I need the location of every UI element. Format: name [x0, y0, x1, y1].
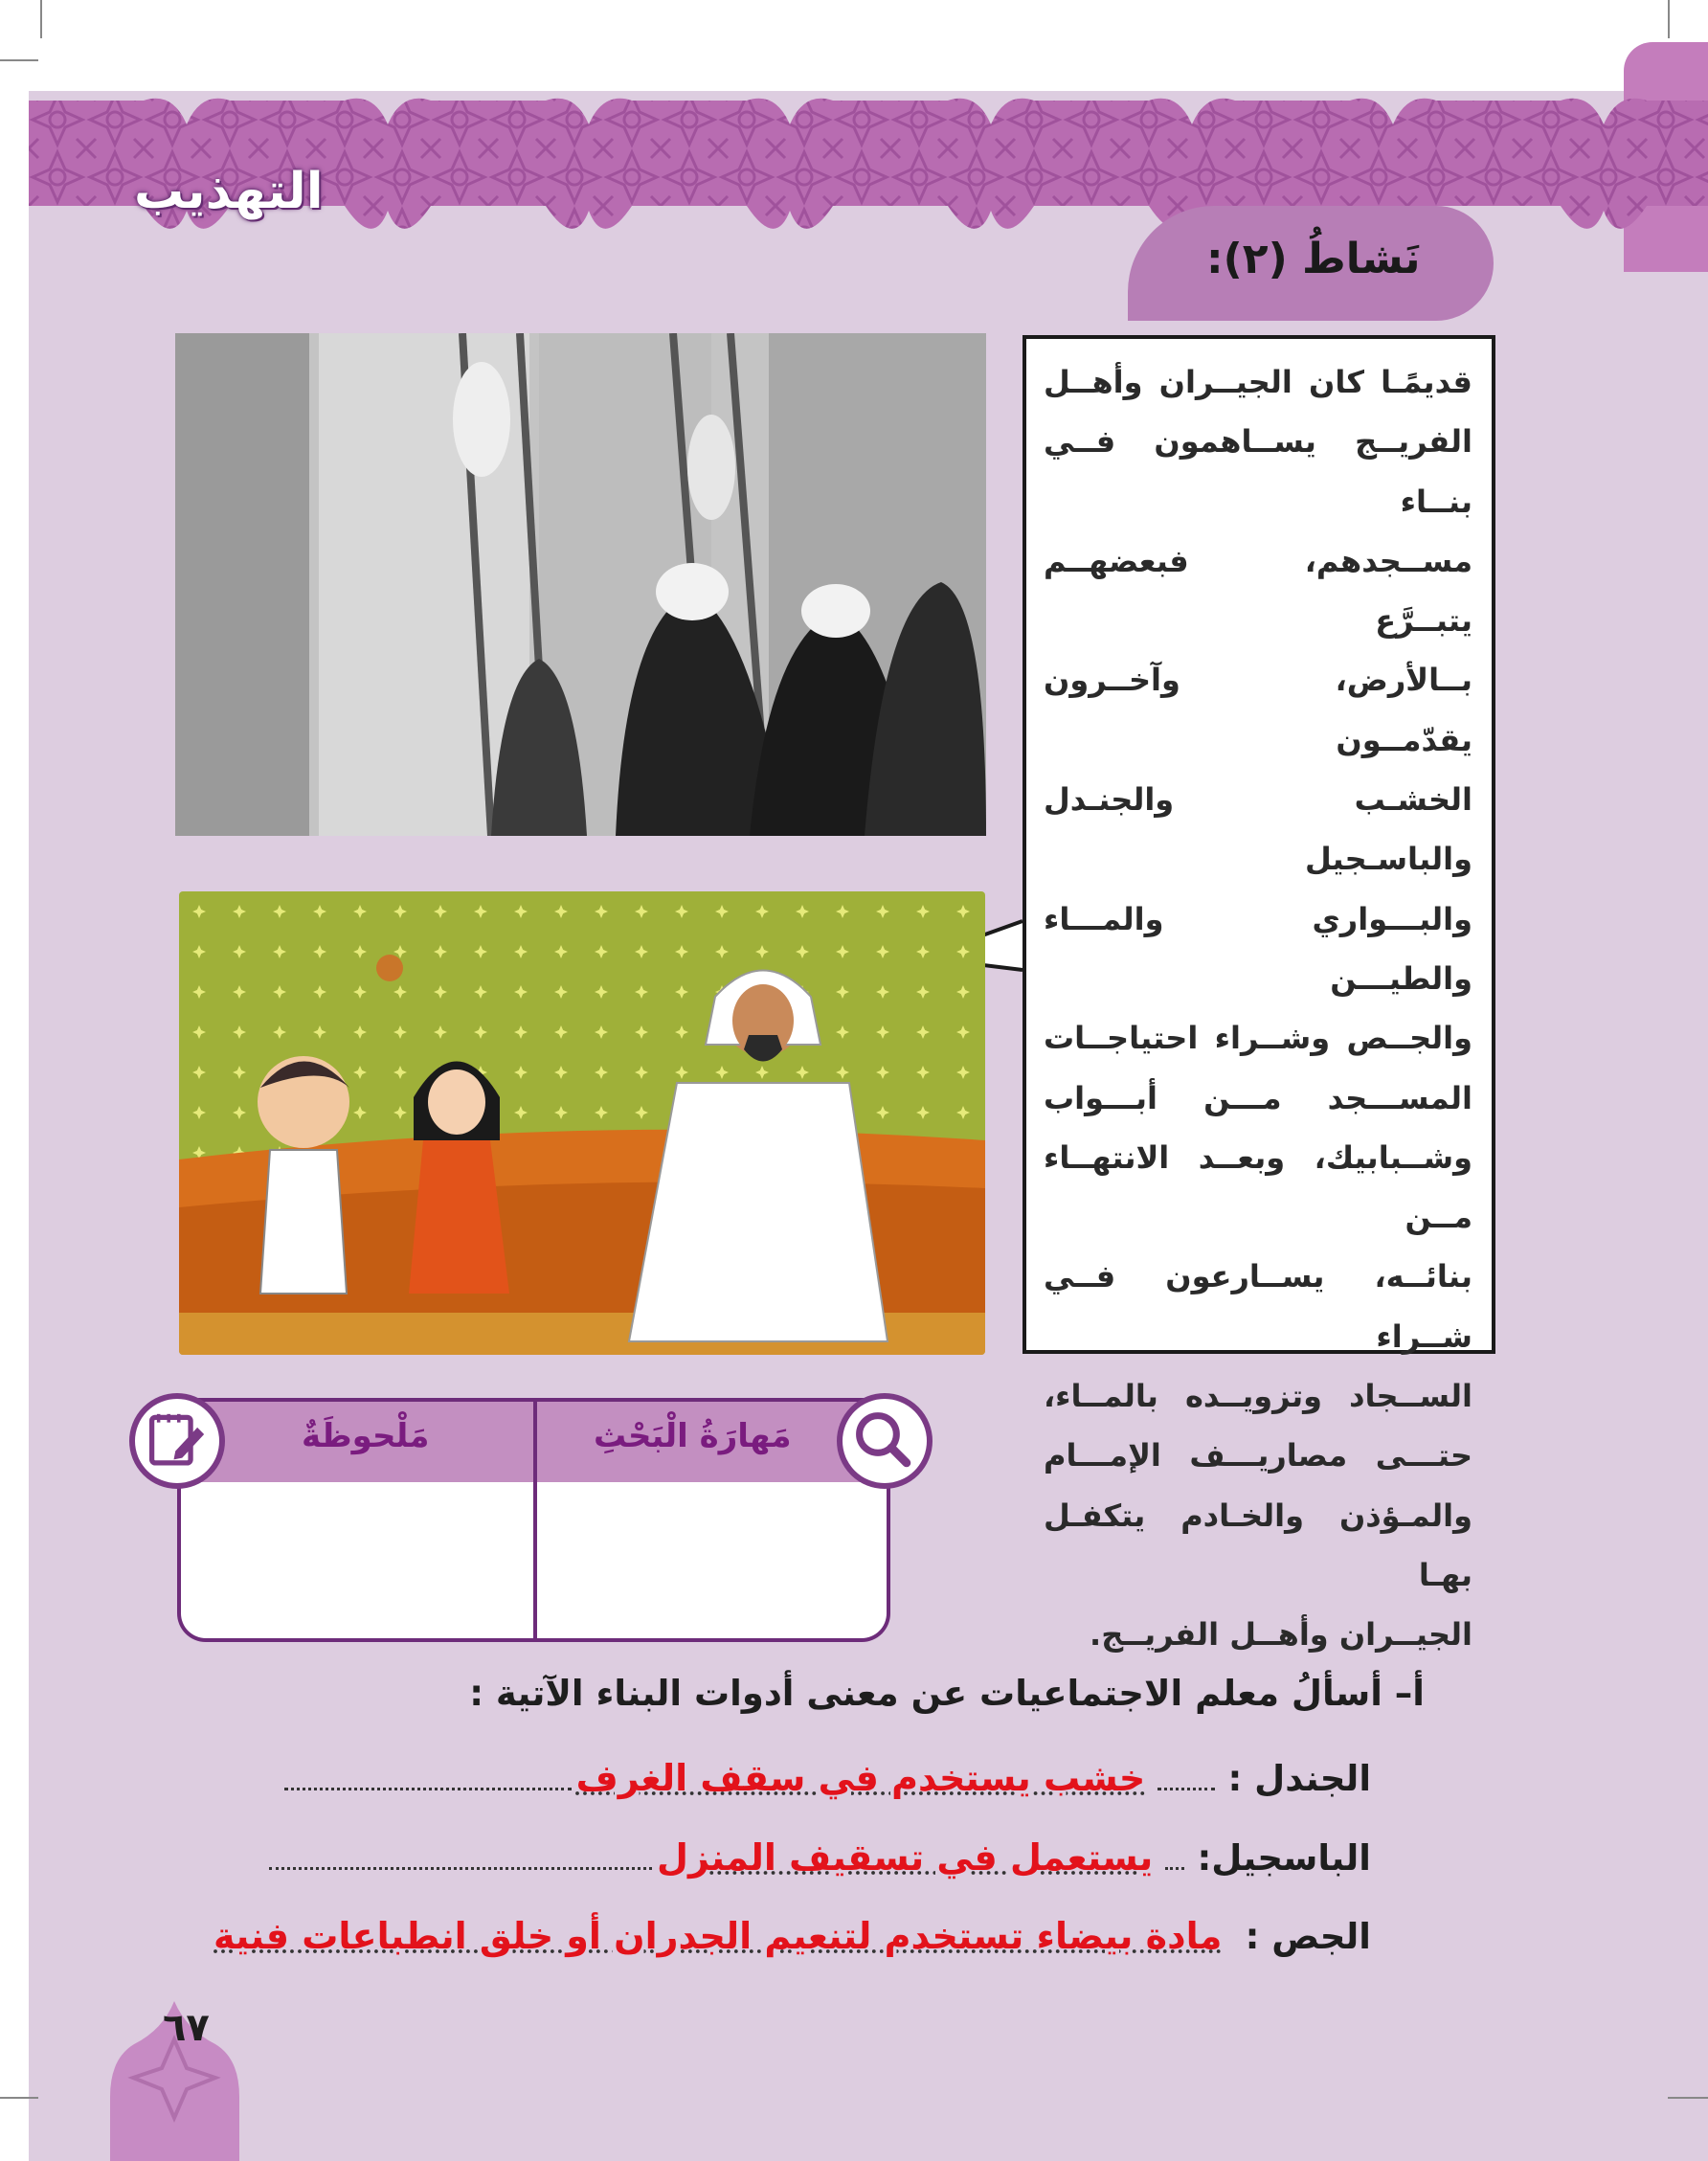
notepad-pen-icon — [129, 1393, 225, 1489]
passage-line: والمـؤذن والخـادم يتكفـل بهـا — [1044, 1497, 1472, 1593]
dotted-line — [284, 1768, 572, 1790]
crop-mark — [1668, 2097, 1708, 2099]
passage-line: بنائــه، يســارعون فــي شــراء — [1044, 1258, 1472, 1355]
answer-label: الباسجيل: — [1197, 1837, 1371, 1879]
passage-line: قديمًـا كان الجيــران وأهــل — [1044, 364, 1472, 400]
historical-photo — [175, 333, 986, 836]
question-prompt: أ– أسألُ معلم الاجتماعيات عن معنى أدوات البناء الآتية : — [469, 1673, 1425, 1714]
passage-line: والبـــواري والمـــاء والطيـــن — [1044, 900, 1472, 997]
page-title: التهذيب — [134, 163, 324, 220]
cartoon-illustration — [179, 891, 985, 1355]
crop-mark — [40, 0, 42, 38]
answer-row-jiss — [214, 1915, 1371, 1957]
passage-line: بــالأرض، وآخــرون يقدّمــون — [1044, 662, 1472, 758]
crop-mark — [0, 2097, 38, 2099]
activity-label: نَشاطُ (٢): — [1206, 235, 1421, 283]
table-divider — [533, 1398, 537, 1642]
page-number: ٦٧ — [163, 2006, 210, 2050]
passage-line: مســجدهم، فبعضهــم يتبــرَّع — [1044, 542, 1472, 640]
passage-line: المســـجد مـــن أبـــواب — [1044, 1079, 1472, 1116]
passage-line: وشــبابيك، وبعــد الانتهــاء مــن — [1044, 1138, 1472, 1236]
passage-box — [1023, 335, 1495, 1654]
passage-line: الفريــج يســاهمون فــي بنــاء — [1044, 423, 1472, 520]
dotted-line — [1165, 1848, 1184, 1870]
research-note-table — [177, 1398, 890, 1642]
answer-row-jandal — [284, 1757, 1371, 1799]
answer-label: الجص : — [1245, 1916, 1371, 1957]
passage-line: الســجاد وتزويــده بالمــاء، — [1044, 1378, 1472, 1415]
research-skill-heading: مَهارَةُ الْبَحْثِ — [594, 1417, 792, 1455]
crop-mark — [0, 59, 38, 61]
answer-text[interactable]: مادة بيضاء تستخدم لتنعيم الجدران أو خلق انطباعات فنية — [214, 1915, 1223, 1957]
crop-mark — [1668, 0, 1670, 38]
answer-label: الجندل : — [1227, 1758, 1371, 1799]
answer-text[interactable]: خشب يستخدم في سقف الغرف — [575, 1757, 1146, 1799]
note-heading: مَلْحوظَةٌ — [302, 1417, 430, 1455]
research-skill-cell[interactable] — [541, 1486, 884, 1634]
search-icon — [837, 1393, 933, 1489]
answer-text[interactable]: يستعمل في تسقيف المنزل — [656, 1836, 1154, 1879]
note-cell[interactable] — [185, 1486, 529, 1634]
passage-line: والجــص وشــراء احتياجــات — [1044, 1020, 1472, 1057]
passage-line: الجيــران وأهــل الفريــج. — [1090, 1616, 1472, 1654]
dotted-line — [269, 1848, 652, 1870]
answer-row-basjeel — [269, 1836, 1371, 1879]
dotted-line — [1157, 1768, 1215, 1790]
passage-line: الخشـب والجنـدل والباسـجيل — [1044, 781, 1472, 878]
passage-line: حتـــى مصاريـــف الإمـــام — [1044, 1437, 1472, 1474]
